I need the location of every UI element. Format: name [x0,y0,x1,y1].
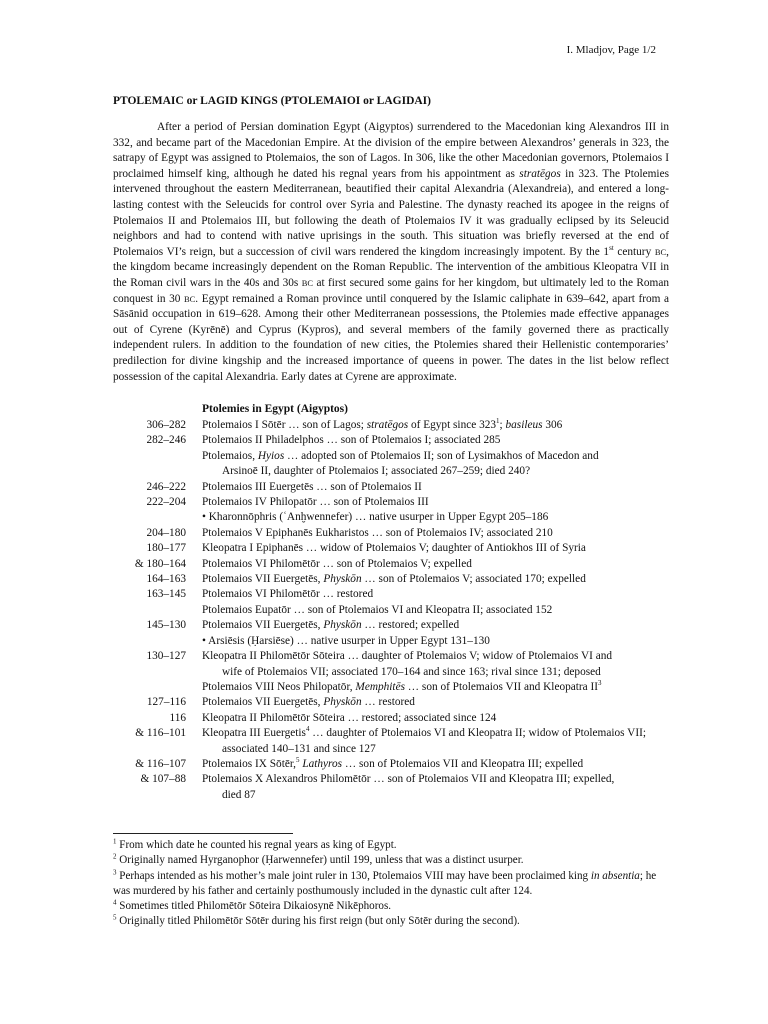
ruler-description: Ptolemaios VI Philomētōr … restored [202,588,374,601]
ruler-dates: 116 [169,711,186,724]
ruler-dates [100,634,186,649]
footnote: $^1$ From which date he counted his regnal years as king of Egypt. [113,837,397,851]
ruler-row [100,634,680,649]
ruler-row [100,772,680,803]
ruler-description: Ptolemaios VII Euergetēs, Physkōn … restored [202,696,415,709]
ruler-description: Ptolemaios IX Sōtēr,$^5$ Lathyros … son of Ptolemaios VII and Kleopatra III; expelled [202,756,584,770]
ruler-row [100,587,680,602]
ruler-row [100,680,680,695]
footnote: $^5$ Originally titled Philomētōr Sōtēr during his first reign (but only Sōtēr during the second). [113,913,520,928]
ruler-description: Ptolemaios VII Euergetēs, Physkōn … restored; expelled [202,619,460,632]
ruler-row [100,711,680,726]
ruler-row [100,695,680,710]
ruler-dates [100,510,186,525]
ruler-description: Kleopatra I Epiphanēs … widow of Ptolemaios V; daughter of Antiokhos III of Syria [202,542,586,555]
ruler-description: Ptolemaios III Euergetēs … son of Ptolemaios II [202,480,422,493]
ruler-dates: 127–116 [146,696,186,709]
ruler-row [100,603,680,618]
ruler-dates: 246–222 [146,480,186,493]
ruler-dates: 204–180 [146,526,186,539]
ruler-dates [100,449,186,480]
ruler-description: Kleopatra II Philomētōr Sōteira … daughter of Ptolemaios V; widow of Ptolemaios VI and wife of Ptolemaios VII; associated 170–164 and since 163; rival since 131; deposed [202,650,613,678]
ruler-description: Kleopatra III Euergetis$^4$ … daughter of Ptolemaios VI and Kleopatra II; widow of Ptolemaios VII; associated 140–131 and since 127 [202,725,646,755]
ruler-dates: 282–246 [146,434,186,447]
ruler-row [100,526,680,541]
ruler-row [100,510,680,525]
ruler-row [100,495,680,510]
ruler-description: Ptolemaios Eupatōr … son of Ptolemaios VI and Kleopatra II; associated 152 [202,603,553,616]
list-heading: Ptolemies in Egypt (Aigyptos) [202,403,348,415]
footnote-divider [113,833,293,834]
ruler-row [100,726,680,757]
ruler-description: Ptolemaios, Hyios … adopted son of Ptolemaios II; son of Lysimakhos of Macedon and Arsinoē II, daughter of Ptolemaios I; associated 267–259; died 240? [202,449,599,478]
ruler-dates: & 180–164 [134,557,186,570]
ruler-dates [100,603,186,618]
ruler-description: Ptolemaios IV Philopatōr … son of Ptolemaios III [202,496,429,509]
ruler-description: Ptolemaios VI Philomētōr … son of Ptolemaios V; expelled [202,557,472,570]
ruler-row [100,449,680,480]
ruler-dates: & 116–107 [135,757,186,770]
ruler-dates: 163–145 [146,588,186,601]
footnote: $^2$ Originally named Hyrganophor (Ḥarwennefer) until 199, unless that was a distinct usurper. [113,852,524,867]
ruler-description: Ptolemaios I Sōtēr … son of Lagos; stratēgos of Egypt since $323^1$; basileus 306 [202,417,563,431]
ruler-row [100,557,680,572]
ruler-description: Ptolemaios VII Euergetēs, Physkōn … son of Ptolemaios V; associated 170; expelled [202,573,586,586]
ruler-description: • Kharonnōphris (ʿAnḫwennefer) … native usurper in Upper Egypt 205–186 [202,511,549,524]
footnotes [113,838,669,930]
ruler-row [100,541,680,556]
ruler-row [100,480,680,495]
rulers-list [100,418,680,803]
ruler-description: Ptolemaios V Epiphanēs Eukharistos … son of Ptolemaios IV; associated 210 [202,526,553,539]
ruler-row [100,757,680,772]
page-header: I. Mladjov, Page 1/2 [566,44,656,56]
ruler-dates: 130–127 [146,650,186,663]
ruler-description: Ptolemaios X Alexandros Philomētōr … son of Ptolemaios VII and Kleopatra III; expelled, died 87 [202,773,615,801]
ruler-description: Kleopatra II Philomētōr Sōteira … restored; associated since 124 [202,711,497,724]
footnote: $^3$ Perhaps intended as his mother’s male joint ruler in 130, Ptolemaios VIII may have been proclaimed king in absentia; he was murdered by his father and certainly posthumously included in the dynastic cult after 124. [113,867,657,897]
ruler-dates: 222–204 [146,496,186,509]
ruler-row [100,418,680,433]
ruler-dates: 145–130 [146,619,186,632]
ruler-description: • Arsiēsis (Ḥarsiēse) … native usurper in Upper Egypt 131–130 [202,634,490,647]
ruler-row [100,433,680,448]
ruler-row [100,572,680,587]
ruler-description: Ptolemaios II Philadelphos … son of Ptolemaios I; associated 285 [202,434,501,447]
ruler-dates: 306–282 [146,419,186,431]
page-title: PTOLEMAIC or LAGID KINGS (PTOLEMAIOI or LAGIDAI) [113,95,431,107]
ruler-row [100,618,680,633]
ruler-dates: & 107–88 [140,773,186,786]
ruler-dates: & 116–101 [135,727,186,740]
ruler-row [100,649,680,680]
ruler-description: Ptolemaios VIII Neos Philopatōr, Memphitēs … son of Ptolemaios VII and Kleopatra $II^3$ [202,679,602,693]
ruler-dates [100,680,186,695]
ruler-dates: 180–177 [146,542,186,555]
intro-paragraph: After a period of Persian domination Egypt (Aigyptos) surrendered to the Macedonian king Alexandros III in 332, and became part of the Macedonian Empire. At the division of the empire between Alexandros’ generals in 323, the satrapy of Egypt was assigned to Ptolemaios, the son of Lagos. In 306, like the other Macedonian governors, Ptolemaios I proclaimed himself king, although he dated his regnal years from his appointment as stratēgos in 323. The Ptolemies intervened throughout the eastern Mediterranean, beautified their capital Alexandria (Alexandreia), and entered a long-lasting contest with the Seleucids for control over Syria and Palestine. The dynasty reached its apogee in the reigns of Ptolemaios II and Ptolemaios III, but following the death of Ptolemaios IV it was gradually eclipsed by its Seleucid neighbors and had to contend with native uprisings in the south. This situation was briefly reversed at the end of Ptolemaios VI’s reign, but a succession of civil wars rendered the kingdom increasingly impotent. By the 1st century BC, the kingdom became increasingly dependent on the Roman Republic. The intervention of the ambitious Kleopatra VII in the Roman civil wars in the 40s and 30s BC at first secured some gains for her kingdom, but ultimately led to the Roman conquest in 30 BC. Egypt remained a Roman province until conquered by the Islamic caliphate in 639–642, apart from a Sāsānid occupation in 619–628. Among their other Mediterranean possessions, the Ptolemies made effective appanages out of Cyrene (Kyrēnē) and Cyprus (Kypros), and several members of the family governed there as practically independent rulers. In addition to the foundation of new cities, the Ptolemies shared their Hellenistic contemporaries’ predilection for divine kingship and the increased importance of queens in power. The dates in the list below reflect possession of the capital Alexandria. Early dates at Cyrene are approximate. [113,121,669,383]
footnote: $^4$ Sometimes titled Philomētōr Sōteira Dikaiosynē Nikēphoros. [113,898,392,913]
ruler-dates: 164–163 [146,573,186,586]
